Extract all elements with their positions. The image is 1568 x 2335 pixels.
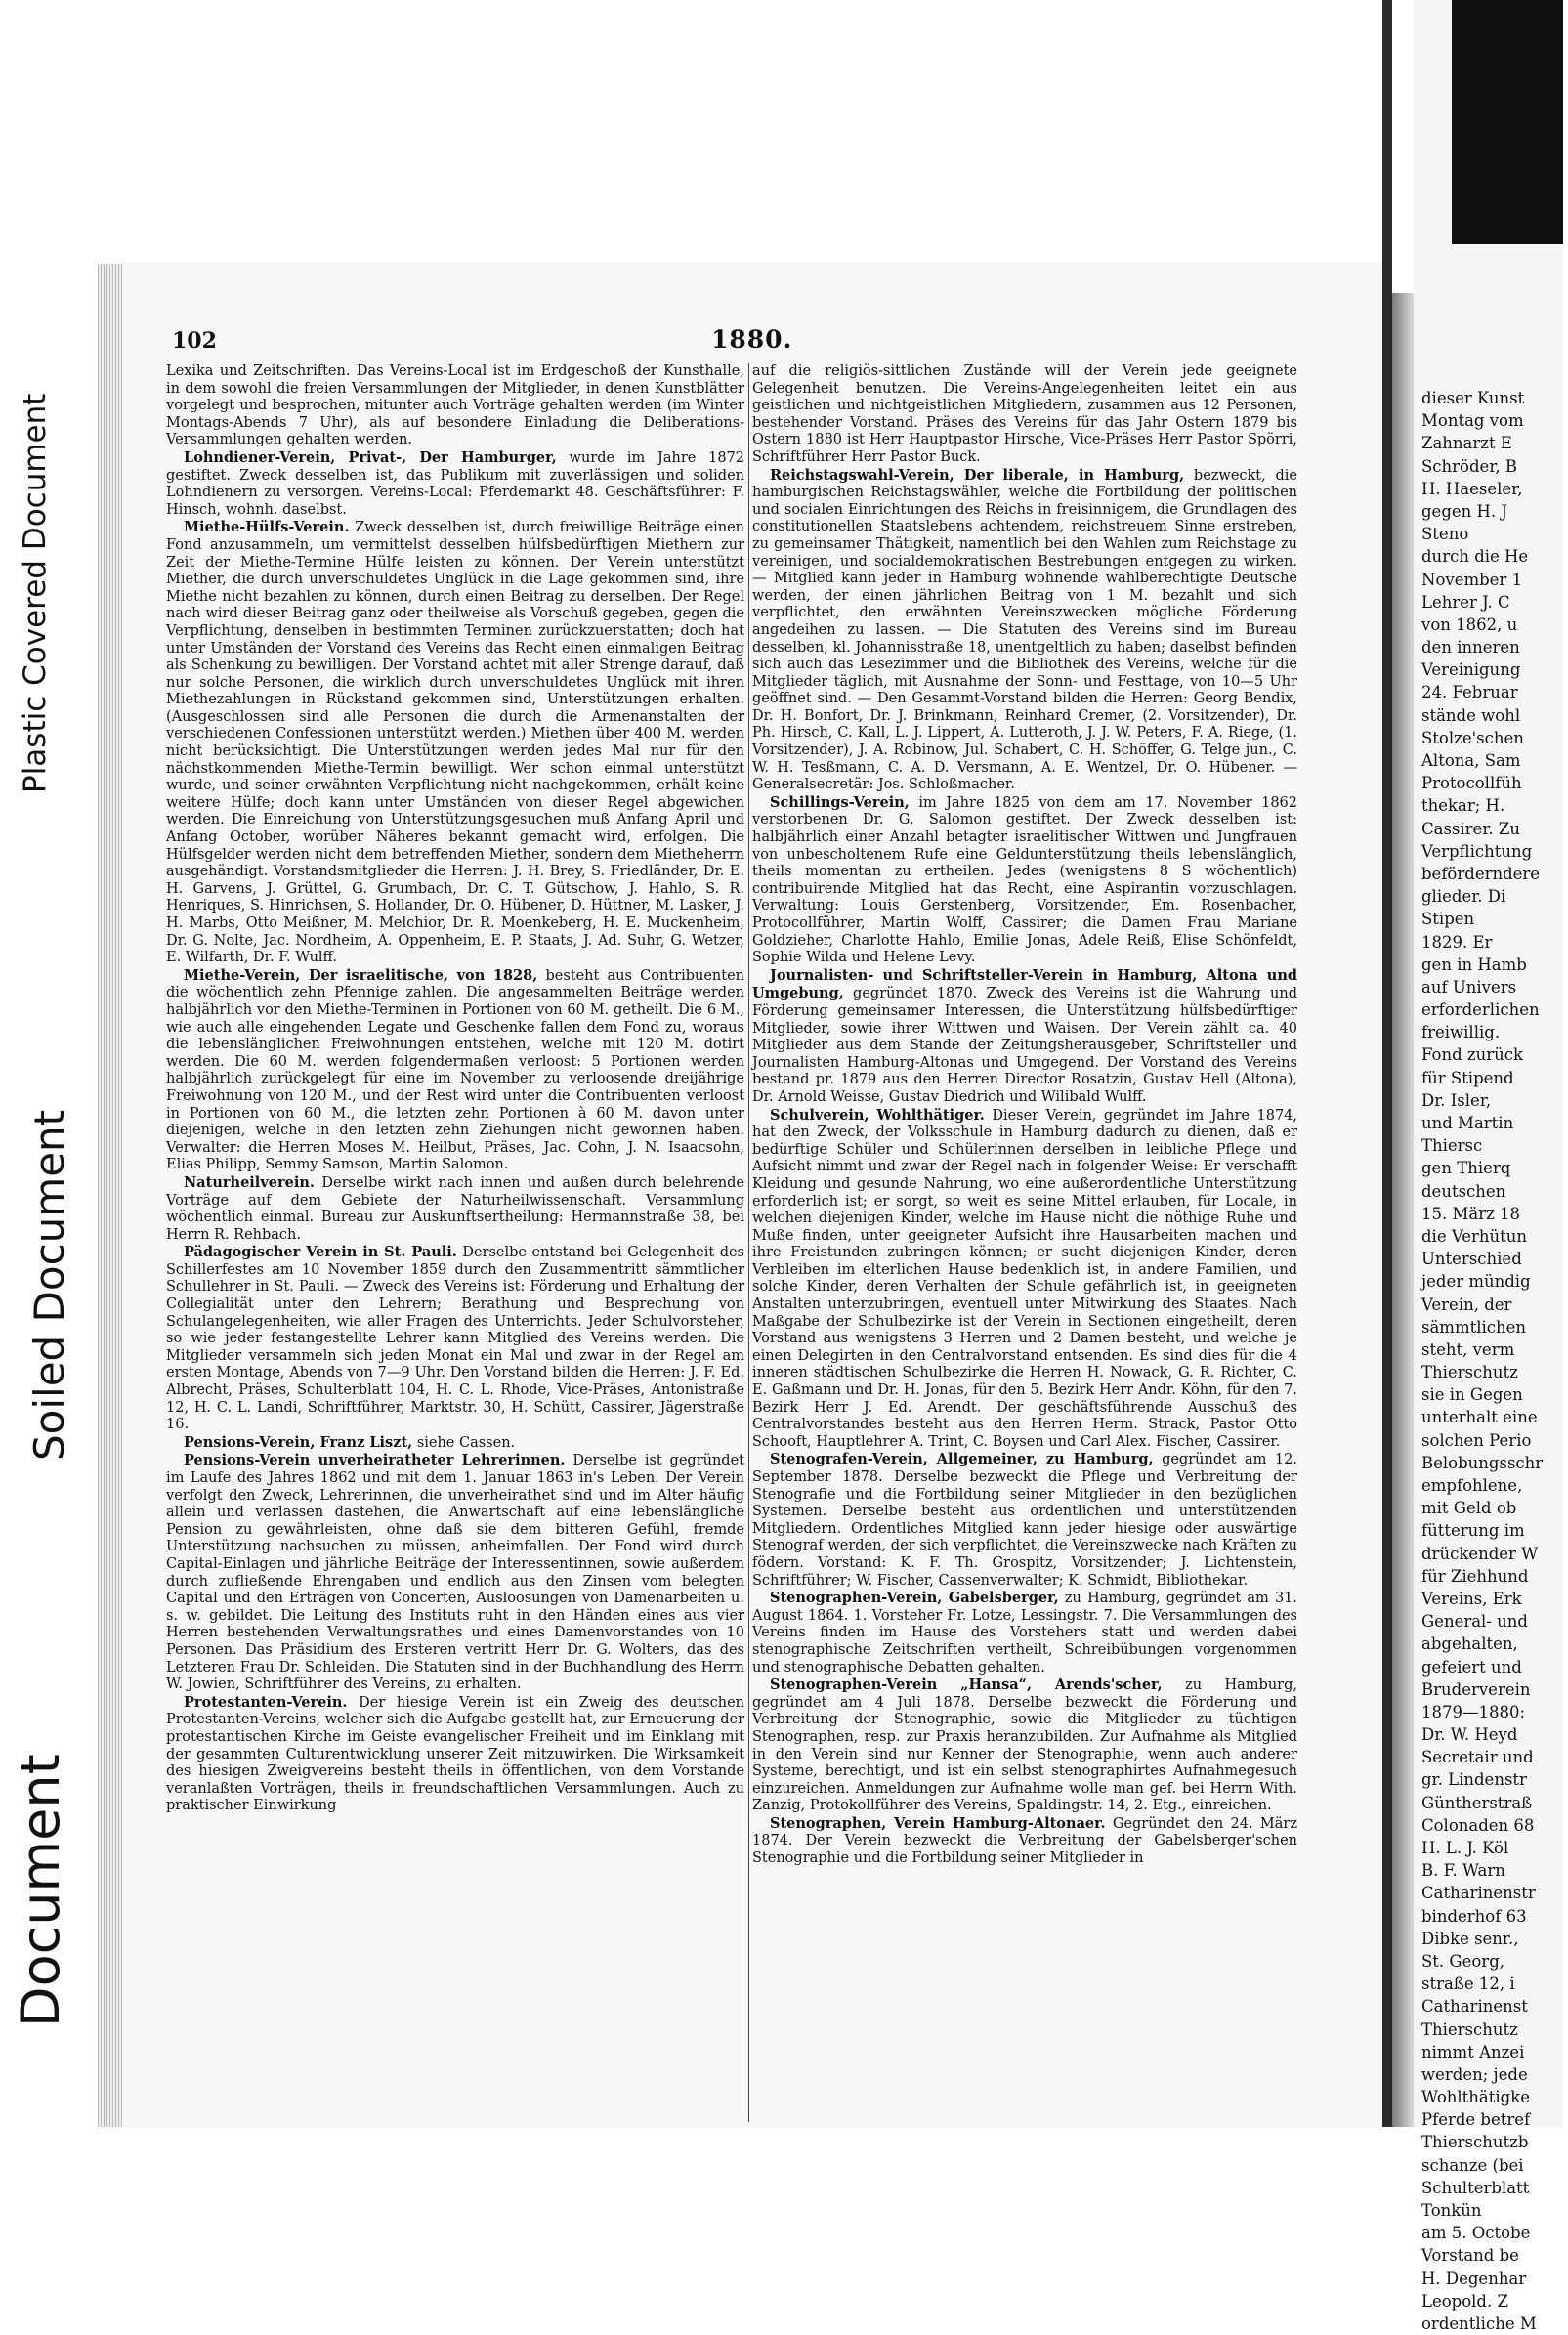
right-page-line: Stolze'schen	[1421, 728, 1524, 747]
right-page-line: gegen H. J	[1421, 501, 1508, 521]
entry-text: bezweckt, die hamburgischen Reichstagswähler, welche die Fortbildung der politischen und socialen Einrichtungen des Reichs in freisinnigem, die Grundlagen des constitutionellen Staatslebens achtendem, reichstreuem Sinne erstreben, zu gemeinsamer Thätigkeit, namentlich bei den Wahlen zum Reichstage zu vereinigen, und socialdemokratischen Bestrebungen entgegen zu wirken. — Mitglied kann jeder in Hamburg wohnende wahlberechtigte Deutsche werden, der einen jährlichen Beitrag von 1 M. bezahlt und sich verpflichtet, den erwähnten Vereinszwecken mögliche Förderung angedeihen zu lassen. — Die Statuten des Vereins sind im Bureau desselben, kl. Johannisstraße 18, unentgeltlich zu haben; daselbst befinden sich auch das Lesezimmer und die Bibliothek des Vereins, welche für die Mitglieder täglich, mit Ausnahme der Sonn- und Festtage, von 10—5 Uhr geöffnet sind. — Den Gesammt-Vorstand bilden die Herren: Georg Bendix, Dr. H. Bonfort, Dr. J. Brinkmann, Reinhard Cremer, (2. Vorsitzender), Dr. Ph. Hirsch, C. Kall, L. J. Lippert, A. Lutteroth, J. J. W. Peters, F. A. Riege, (1. Vorsitzender), J. A. Robinow, Jul. Schabert, C. H. Schöffer, G. Telge jun., C. W. H. Tesßmann, C. A. D. Versmann, A. E. Wentzel, Dr. O. Hübener. — Generalsecretär: Jos. Schloßmacher.	[752, 467, 1298, 793]
entry-text: auf die religiös-sittlichen Zustände will der Verein jede geeignete Gelegenheit benutzen. Die Vereins-Angelegenheiten leitet ein aus geistlichen und nichtgeistlichen Mitgliedern, zusammen aus 12 Personen, bestehender Vorstand. Präses des Vereins für das Jahr Ostern 1879 bis Ostern 1880 ist Herr Hauptpastor Hirsche, Vice-Präses Herr Pastor Spörri, Schriftführer Herr Pastor Buck.	[752, 363, 1297, 465]
right-page-line: beförderndere	[1421, 864, 1541, 883]
directory-entry	[166, 1452, 744, 1693]
right-page-line: deutschen	[1421, 1181, 1506, 1201]
entry-heading: Lohndiener-Verein, Privat-, Der Hamburger,	[184, 448, 557, 466]
entry-text: wurde im Jahre 1872 gestiftet. Zweck desselben ist, das Publikum mit zuverlässigen und soliden Lohndienern zu versorgen. Vereins-Local: Pferdemarkt 48. Geschäftsführer: F. Hinsch, wohnh. daselbst.	[166, 449, 745, 518]
right-page-line: Verpflichtung	[1421, 841, 1533, 861]
right-page-line: glieder. Di	[1421, 887, 1506, 907]
right-page-line: unterhalt eine	[1421, 1408, 1538, 1427]
right-page-line: stände wohl	[1421, 705, 1521, 725]
right-page-line: werden; jede	[1421, 2064, 1528, 2084]
scan-label-document: Document	[10, 1754, 71, 2027]
entry-heading: Schulverein, Wohlthätiger.	[770, 1106, 985, 1124]
directory-entry	[166, 519, 744, 966]
right-page-line: straße 12, i	[1421, 1974, 1515, 1994]
right-page-line: Schulterblatt	[1421, 2178, 1530, 2197]
page-year-heading: 1880.	[711, 325, 793, 354]
entry-heading: Pädagogischer Verein in St. Pauli.	[184, 1244, 457, 1261]
entry-text: Lexika und Zeitschriften. Das Vereins-Local ist im Erdgeschoß der Kunsthalle, in dem sowohl die freien Versammlungen der Mitglieder, in denen Kunstblätter vorgelegt und besprochen, mitunter auch Vorträge gehalten werden (im Winter Montags-Abends 7 Uhr), als auf besondere Einladung die Deliberations-Versammlungen gehalten werden.	[166, 363, 744, 448]
right-page-line: solchen Perio	[1421, 1430, 1532, 1450]
entry-text: Der hiesige Verein ist ein Zweig des deutschen Protestanten-Vereins, welcher sich die Aufgabe gestellt hat, zur Erneuerung der protestantischen Kirche im Geiste evangelischer Freiheit und im Einklang mit der gesammten Culturentwicklung unserer Zeit mitzuwirken. Die Wirksamkeit des hiesigen Zweigvereins besteht theils in öffentlichen, von dem Vorstande veranlaßten Vorträgen, theils in freundschaftlichen Versammlungen. Auch zu praktischer Einwirkung	[166, 1694, 745, 1814]
book-page-right	[1414, 0, 1563, 2333]
entry-text: siehe Cassen.	[416, 1434, 516, 1451]
book-gutter	[1392, 293, 1414, 2127]
right-page-line: Dibke senr.,	[1421, 1929, 1519, 1948]
entry-heading: Naturheilverein.	[184, 1173, 315, 1191]
right-page-line: Thierschutz	[1421, 2019, 1518, 2039]
right-page-line: Catharinenstr	[1421, 1884, 1536, 1903]
right-page-line: durch die He	[1421, 547, 1529, 567]
directory-entry	[166, 1434, 744, 1453]
scan-label-band	[0, 0, 76, 2127]
directory-entry	[166, 1694, 744, 1815]
entry-heading: Schillings-Verein,	[770, 793, 910, 811]
right-page-line: Lehrer J. C	[1421, 592, 1510, 612]
right-page-line: schanze (bei	[1421, 2155, 1524, 2175]
right-page-line: von 1862, u	[1421, 615, 1518, 634]
directory-entry	[752, 1677, 1297, 1815]
right-page-line: Schröder, B	[1421, 456, 1518, 476]
right-page-line: gefeiert und	[1421, 1657, 1522, 1677]
right-page-line: Tonkün	[1421, 2201, 1482, 2220]
right-page-line: nimmt Anzei	[1421, 2042, 1525, 2061]
entry-text: zu Hamburg, gegründet am 31. August 1864. 1. Vorsteher Fr. Lotze, Lessingstr. 7. Die Versammlungen des Vereins finden im Hause des Vorstehers statt und werden dabei stenographische Zeitschriften vertheilt, Schreibübungen vorgenommen und stenographische Debatten gehalten.	[752, 1591, 1297, 1676]
right-page-line: drückender W	[1421, 1544, 1539, 1563]
page-number: 102	[172, 328, 217, 354]
entry-text: im Jahre 1825 von dem am 17. November 1862 verstorbenen Dr. G. Salomon gestiftet. Der Zweck desselben ist: halbjährlich einer Anzahl betagter israelitischer Wittwen und Jungfrauen von unbescholtenem Rufe eine Geldunterstützung theils lebenslänglich, theils momentan zu ertheilen. Jedes (wenigstens 8 S wöchentlich) contribuirende Mitglied hat das Recht, eine Aspirantin vorzuschlagen. Verwaltung: Louis Gerstenberg, Vorsitzender, Em. Rosenbacher, Protocollführer, Martin Wolff, Cassirer; die Damen Frau Mariane Goldzieher, Charlotte Hahlo, Emilie Jonas, Adele Reiß, Elise Schönfeldt, Sophie Wilda und Helene Levy.	[752, 794, 1297, 966]
entry-heading: Pensions-Verein, Franz Liszt,	[184, 1433, 413, 1451]
right-page-line: H. Degenhar	[1421, 2269, 1527, 2288]
entry-text: Zweck desselben ist, durch freiwillige Beiträge einen Fond anzusammeln, um vermittelst desselben hülfsbedürftigen Miethern zur Zeit der Miethe-Termine Hülfe leisten zu können. Der Verein unterstützt Miether, die durch unverschuldetes Unglück in die Lage gekommen sind, ihre Miethe nicht bezahlen zu können, durch einen Beitrag zu derselben. Der Regel nach wird dieser Beitrag ganz oder theilweise als Vorschuß gegeben, gegen die Verpflichtung, denselben in bestimmten Terminen zurückzuerstatten; doch hat unter Umständen der Vorstand des Vereins das Recht einen einmaligen Beitrag als Schenkung zu bewilligen. Der Vorstand achtet mit aller Strenge darauf, daß nur solche Personen, die wirklich durch unverschuldetes Unglück mit ihren Miethezahlungen in Rückstand gekommen sind, Unterstützungen erhalten. (Ausgeschlossen sind alle Personen die durch die Armenanstalten der verschiedenen Confessionen unterstützt werden.) Miethen über 400 M. werden nicht berücksichtigt. Die Unterstützungen werden jedes Mal nur für den nächstkommenden Miethe-Termin bewilligt. Wer schon einmal unterstützt wurde, und seiner erwähnten Verpflichtung nicht nachgekommen, erhält keine weitere Hülfe; doch kann unter Umständen von dieser Regel abgewichen werden. Die Einreichung von Unterstützungsgesuchen muß Anfang April und Anfang October, worüber Näheres bekannt gemacht wird, erfolgen. Die Hülfsgelder werden nicht dem betreffenden Miether, sondern dem Mietheherrn ausgehändigt. Vorstandsmitglieder die Herren: J. H. Brey, S. Friedländer, Dr. E. H. Garvens, J. Grüttel, G. Grumbach, Dr. C. T. Gütschow, J. Hahlo, S. R. Henriques, S. Hinrichsen, S. Hollander, Dr. O. Hübener, D. Hüttner, M. Lasker, J. H. Marbs, Otto Meißner, M. Melchior, Dr. R. Moenkeberg, H. E. Muckenheim, Dr. G. Nolte, Jac. Nordheim, A. Oppenheim, E. P. Staats, J. Ad. Suhr, G. Wetzer, E. Wilfarth, Dr. F. Wulff.	[166, 520, 745, 966]
right-page-line: Güntherstraß	[1421, 1793, 1533, 1812]
entry-heading: Reichstagswahl-Verein, Der liberale, in Hamburg,	[770, 466, 1185, 484]
right-page-line: jeder mündig	[1421, 1272, 1531, 1292]
right-page-line: Vorstand be	[1421, 2246, 1519, 2266]
right-page-line: Verein, der	[1421, 1295, 1512, 1314]
right-page-line: dieser Kunst	[1421, 389, 1525, 407]
right-page-line: binderhof 63	[1421, 1906, 1527, 1926]
right-page-line: Secretair und	[1421, 1748, 1534, 1767]
entry-text: Derselbe ist gegründet im Laufe des Jahres 1862 und mit dem 1. Januar 1863 in's Leben. Der Verein verfolgt den Zweck, Lehrerinnen, die unverheirathet sind und im Alter häufig allein und verlassen dastehen, die Anwartschaft auf eine lebenslängliche Pension zu gewährleisten, ohne daß sie dem bitteren Gefühl, fremde Unterstützung nachsuchen zu müssen, anheimfallen. Der Fond wird durch Capital-Einlagen und jährliche Beiträge der Interessentinnen, sowie außerdem durch zufließende Ehrengaben und endlich aus den Zinsen vom belegten Capital und den Erträgen von Concerten, Ausloosungen von Damenarbeiten u. s. w. gebildet. Die Leitung des Instituts ruht in den Händen eines aus vier Herren bestehenden Verwaltungsrathes und eines Damenvorstandes von 10 Personen. Das Präsidium des Ersteren vertritt Herr Dr. G. Wolters, das des Letzteren Frau Dr. Schleiden. Die Statuten sind in der Buchhandlung des Herrn W. Jowien, Schriftführer des Vereins, zu erhalten.	[166, 1453, 744, 1693]
directory-entry	[752, 1451, 1297, 1590]
directory-entry	[166, 967, 744, 1174]
right-page-text-fragment	[1421, 387, 1568, 2335]
entry-text: Derselbe wirkt nach innen und außen durch belehrende Vorträge auf dem Gebiete der Naturheilwissenschaft. Versammlung wöchentlich einmal. Bureau zur Auskunftsertheilung: Hermannstraße 38, bei Herrn R. Rehbach.	[166, 1174, 745, 1243]
right-page-line: Catharinenst	[1421, 1997, 1528, 2017]
directory-entry	[166, 449, 744, 519]
right-page-line: Unterschied	[1421, 1250, 1522, 1269]
right-page-line: am 5. Octobe	[1421, 2224, 1531, 2243]
entry-text: gegründet 1870. Zweck des Vereins ist die Wahrung und Förderung gemeinsamer Interessen, die Unterstützung hülfsbedürftiger Mitglieder, sowie ihrer Wittwen und Waisen. Der Verein zählt ca. 40 Mitglieder aus dem Stande der Zeitungsherausgeber, Schriftsteller und Journalisten Hamburg-Altonas und Umgegend. Der Vorstand des Vereins bestand pr. 1879 aus den Herren Director Rosatzin, Gustav Hell (Altona), Dr. Arnold Weisse, Gustav Diedrich und Wilibald Wulff.	[752, 986, 1298, 1105]
right-page-line: Vereins, Erk	[1421, 1589, 1522, 1608]
text-column-right	[752, 363, 1297, 1868]
directory-entry	[166, 363, 744, 449]
right-page-line: H. Haeseler,	[1421, 479, 1523, 498]
entry-text: besteht aus Contribuenten die wöchentlich zehn Pfennige zahlen. Die angesammelten Beiträge werden halbjährlich vor den Miethe-Terminen in Portionen von 60 M. getheilt. Die 6 M., wie auch alle eingehenden Legate und Geschenke fallen dem Fond zu, woraus die lebenslänglichen Freiwohnungen entstehen, welche mit 120 M. dotirt werden. Die 60 M. werden folgendermaßen verloost: 5 Portionen werden halbjährlich zurückgelegt für eine im November zu verloosende dreijährige Freiwohnung von 120 M., und der Rest wird unter die Contribuenten verloost in Portionen von 60 M., die letzten zehn Portionen à 60 M. davon unter diejenigen, welche in den letzten zehn Ziehungen nicht gewonnen haben. Verwalter: die Herren Moses M. Heilbut, Präses, Jac. Cohn, J. N. Isaacsohn, Elias Philipp, Semmy Samson, Martin Salomon.	[166, 967, 744, 1173]
scan-label-soiled: Soiled Document	[25, 1109, 73, 1461]
right-page-line: abgehalten,	[1421, 1634, 1518, 1654]
entry-heading: Stenografen-Verein, Allgemeiner, zu Hamburg,	[770, 1451, 1154, 1468]
entry-heading: Stenographen, Verein Hamburg-Altonaer.	[770, 1814, 1106, 1832]
right-page-line: Colonaden 68	[1421, 1815, 1535, 1835]
directory-entry	[752, 1590, 1297, 1677]
right-page-line: Fond zurück	[1421, 1045, 1523, 1065]
right-page-line: Belobungsschr	[1421, 1453, 1544, 1472]
directory-entry	[752, 1815, 1297, 1868]
directory-entry	[752, 794, 1297, 967]
right-page-line: erforderlichen	[1421, 1000, 1540, 1020]
right-page-line: Thierschutz	[1421, 1363, 1518, 1382]
directory-entry	[752, 363, 1297, 467]
scan-label-plastic-covered: Plastic Covered Document	[18, 393, 53, 793]
right-page-line: General- und	[1421, 1612, 1528, 1632]
right-page-line: 15. März 18	[1421, 1204, 1521, 1223]
right-page-line: thekar; H.	[1421, 796, 1505, 816]
right-page-line: für Ziehhund	[1421, 1566, 1529, 1586]
right-page-line: Cassirer. Zu	[1421, 819, 1520, 838]
entry-text: Dieser Verein, gegründet im Jahre 1874, hat den Zweck, der Volksschule in Hamburg dadurch zu dienen, daß er bedürftige Schüler und Schülerinnen derselben in leibliche Pflege und Aufsicht nimmt und zwar der Regel nach in folgender Weise: Er verschafft Kleidung und gesunde Nahrung, wo eine außerordentliche Unterstützung erforderlich ist; er sorgt, so weit es seine Mittel erlauben, für Locale, in welchen diejenigen Kinder, welche im Hause nicht die nöthige Ruhe und Muße finden, unter geeigneter Aufsicht ihre Hausarbeiten machen und ihre Freistunden zubringen können; er sucht diejenigen Kinder, deren Verbleiben im elterlichen Hause bedenklich ist, in andere Familien, und solche Kinder, deren Verhalten der Schule gefährlich ist, in geeigneten Anstalten unterzubringen, eventuell unter Mitwirkung des Staates. Nach Maßgabe der Schulbezirke ist der Verein in Sectionen eingetheilt, deren Vorstand aus wenigstens 3 Herren und 2 Damen besteht, und welche je einen Delegirten in den Centralvorstand entsenden. Es sind dies für die 4 inneren städtischen Schulbezirke die Herren H. Nowack, G. R. Richter, C. E. Gaßmann und Dr. H. Jonas, für den 5. Bezirk Herr Andr. Köhn, für den 7. Bezirk Herr J. Ed. Arendt. Der geschäftsführende Ausschuß des Centralvorstandes besteht aus den Herren Herm. Strack, Pastor Otto Schooft, Hauptlehrer A. Trint, C. Boysen und Carl Alex. Fischer, Cassirer.	[752, 1107, 1297, 1450]
right-page-line: gr. Lindenstr	[1421, 1770, 1527, 1790]
right-page-line: empfohlene,	[1421, 1476, 1523, 1495]
right-page-line: B. F. Warn	[1421, 1861, 1505, 1881]
directory-entry	[166, 1244, 744, 1434]
right-page-line: Altona, Sam	[1421, 751, 1521, 770]
right-page-line: freiwillig.	[1421, 1023, 1501, 1042]
directory-entry	[166, 1174, 744, 1244]
entry-heading: Stenographen-Verein „Hansa“, Arends'scher,	[770, 1677, 1163, 1694]
right-page-line: Dr. W. Heyd	[1421, 1725, 1518, 1745]
right-page-line: 1829. Er	[1421, 932, 1493, 952]
entry-text: gegründet am 12. September 1878. Derselbe bezweckt die Pflege und Verbreitung der Stenografie und die Fortbildung seiner Mitglieder in den bezüglichen Systemen. Derselbe besteht aus ordentlichen und unterstützenden Mitgliedern. Ordentliches Mitglied kann jeder hiesige oder auswärtige Stenograf werden, der sich verpflichtet, die Vereinszwecke nach Kräften zu födern. Vorstand: K. F. Th. Grospitz, Vorsitzender; J. Lichtenstein, Schriftführer; W. Fischer, Cassenverwalter; K. Schmidt, Bibliothekar.	[752, 1452, 1297, 1589]
directory-entry	[752, 1107, 1297, 1452]
right-page-line: Montag vom	[1421, 411, 1524, 431]
right-page-line: November 1	[1421, 570, 1523, 589]
right-page-line: gen Thierq	[1421, 1159, 1511, 1178]
entry-text: Gegründet den 24. März 1874. Der Verein bezweckt die Verbreitung der Gabelsberger'schen Stenographie und die Fortbildung seiner Mitglieder in	[752, 1815, 1297, 1867]
right-page-line: Protocollfüh	[1421, 774, 1522, 793]
right-page-line: gen in Hamb	[1421, 955, 1527, 974]
right-page-line: Dr. Isler,	[1421, 1090, 1492, 1110]
right-page-line: St. Georg,	[1421, 1951, 1504, 1971]
entry-heading: Journalisten- und Schriftsteller-Verein in Hamburg, Altona und Umgebung,	[752, 966, 1297, 1002]
right-page-line: Zahnarzt E	[1421, 434, 1512, 453]
right-page-line: Bruderverein	[1421, 1679, 1531, 1699]
right-page-line: sämmtlichen	[1421, 1317, 1527, 1337]
right-page-line: Steno	[1421, 525, 1469, 544]
text-column-left	[166, 363, 744, 1815]
right-page-line: für Stipend	[1421, 1068, 1514, 1087]
right-page-line: Leopold. Z	[1421, 2291, 1508, 2311]
right-page-line: Thiersc	[1421, 1136, 1483, 1156]
entry-heading: Pensions-Verein unverheiratheter Lehrerinnen.	[184, 1452, 566, 1469]
entry-text: zu Hamburg, gegründet am 4 Juli 1878. Derselbe bezweckt die Förderung und Verbreitung der Stenographie, sowie die Mitglieder zu tüchtigen Stenographen, resp. zur Praxis heranzubilden. Zur Aufnahme als Mitglied in den Verein sind nur Kenner der Stenographie, wenn auch anderer Systeme, berechtigt, und ist ein selbst stenographirtes Aufnahmegesuch einzureichen. Anmeldungen zur Aufnahme wolle man gef. bei Herrn With. Zanzig, Protokollführer des Vereins, Spaldingstr. 14, 2. Etg., einreichen.	[752, 1677, 1297, 1814]
entry-text: Derselbe entstand bei Gelegenheit des Schillerfestes am 10 November 1859 durch den Zusammentritt sämmtlicher Schullehrer in St. Pauli. — Zweck des Vereins ist: Förderung und Erhaltung der Collegialität unter den Lehrern; Berathung und Besprechung von Schulangelegenheiten, wie aller Fragen des Unterrichts. Jeder Schulvorsteher, so wie jeder festangestellte Lehrer kann Mitglied des Vereins werden. Die Mitglieder versammeln sich jeden Monat ein Mal und zwar in der Regel am ersten Montage, Abends von 7—9 Uhr. Den Vorstand bilden die Herren: J. F. Ed. Albrecht, Präses, Schulterblatt 104, H. C. L. Rhode, Vice-Präses, Antonistraße 12, H. C. L. Landi, Schriftführer, Marktstr. 30, H. Schütt, Cassirer, Jägerstraße 16.	[166, 1245, 745, 1433]
scan-margin	[76, 0, 98, 2127]
right-page-dark-edge	[1452, 0, 1563, 244]
right-page-line: steht, verm	[1421, 1339, 1515, 1359]
right-page-line: und Martin	[1421, 1114, 1514, 1132]
right-page-line: mit Geld ob	[1421, 1499, 1517, 1518]
right-page-line: H. L. J. Köl	[1421, 1839, 1509, 1857]
column-divider	[748, 363, 749, 2122]
directory-entry	[752, 467, 1297, 794]
right-page-line: 1879—1880:	[1421, 1702, 1526, 1721]
entry-heading: Stenographen-Verein, Gabelsberger,	[770, 1590, 1059, 1607]
right-page-line: Vereinigung	[1421, 660, 1521, 680]
right-page-line: Stipen	[1421, 910, 1475, 929]
book-spine-shadow	[1382, 0, 1392, 2127]
right-page-line: auf Univers	[1421, 977, 1517, 997]
right-page-line: ordentliche M	[1421, 2314, 1537, 2333]
entry-heading: Miethe-Hülfs-Verein.	[184, 519, 350, 536]
right-page-line: Thierschutzb	[1421, 2133, 1529, 2152]
right-page-line: die Verhütun	[1421, 1226, 1528, 1246]
right-page-line: den inneren	[1421, 638, 1520, 658]
book-page-edges	[98, 264, 122, 2127]
right-page-line: 24. Februar	[1421, 683, 1518, 702]
directory-entry	[752, 967, 1297, 1107]
right-page-line: fütterung im	[1421, 1521, 1525, 1541]
right-page-line: sie in Gegen	[1421, 1385, 1523, 1405]
right-page-line: Pferde betref	[1421, 2110, 1531, 2130]
right-page-line: Wohlthätigke	[1421, 2088, 1531, 2107]
entry-heading: Protestanten-Verein.	[184, 1693, 348, 1711]
entry-heading: Miethe-Verein, Der israelitische, von 1828,	[184, 966, 538, 984]
